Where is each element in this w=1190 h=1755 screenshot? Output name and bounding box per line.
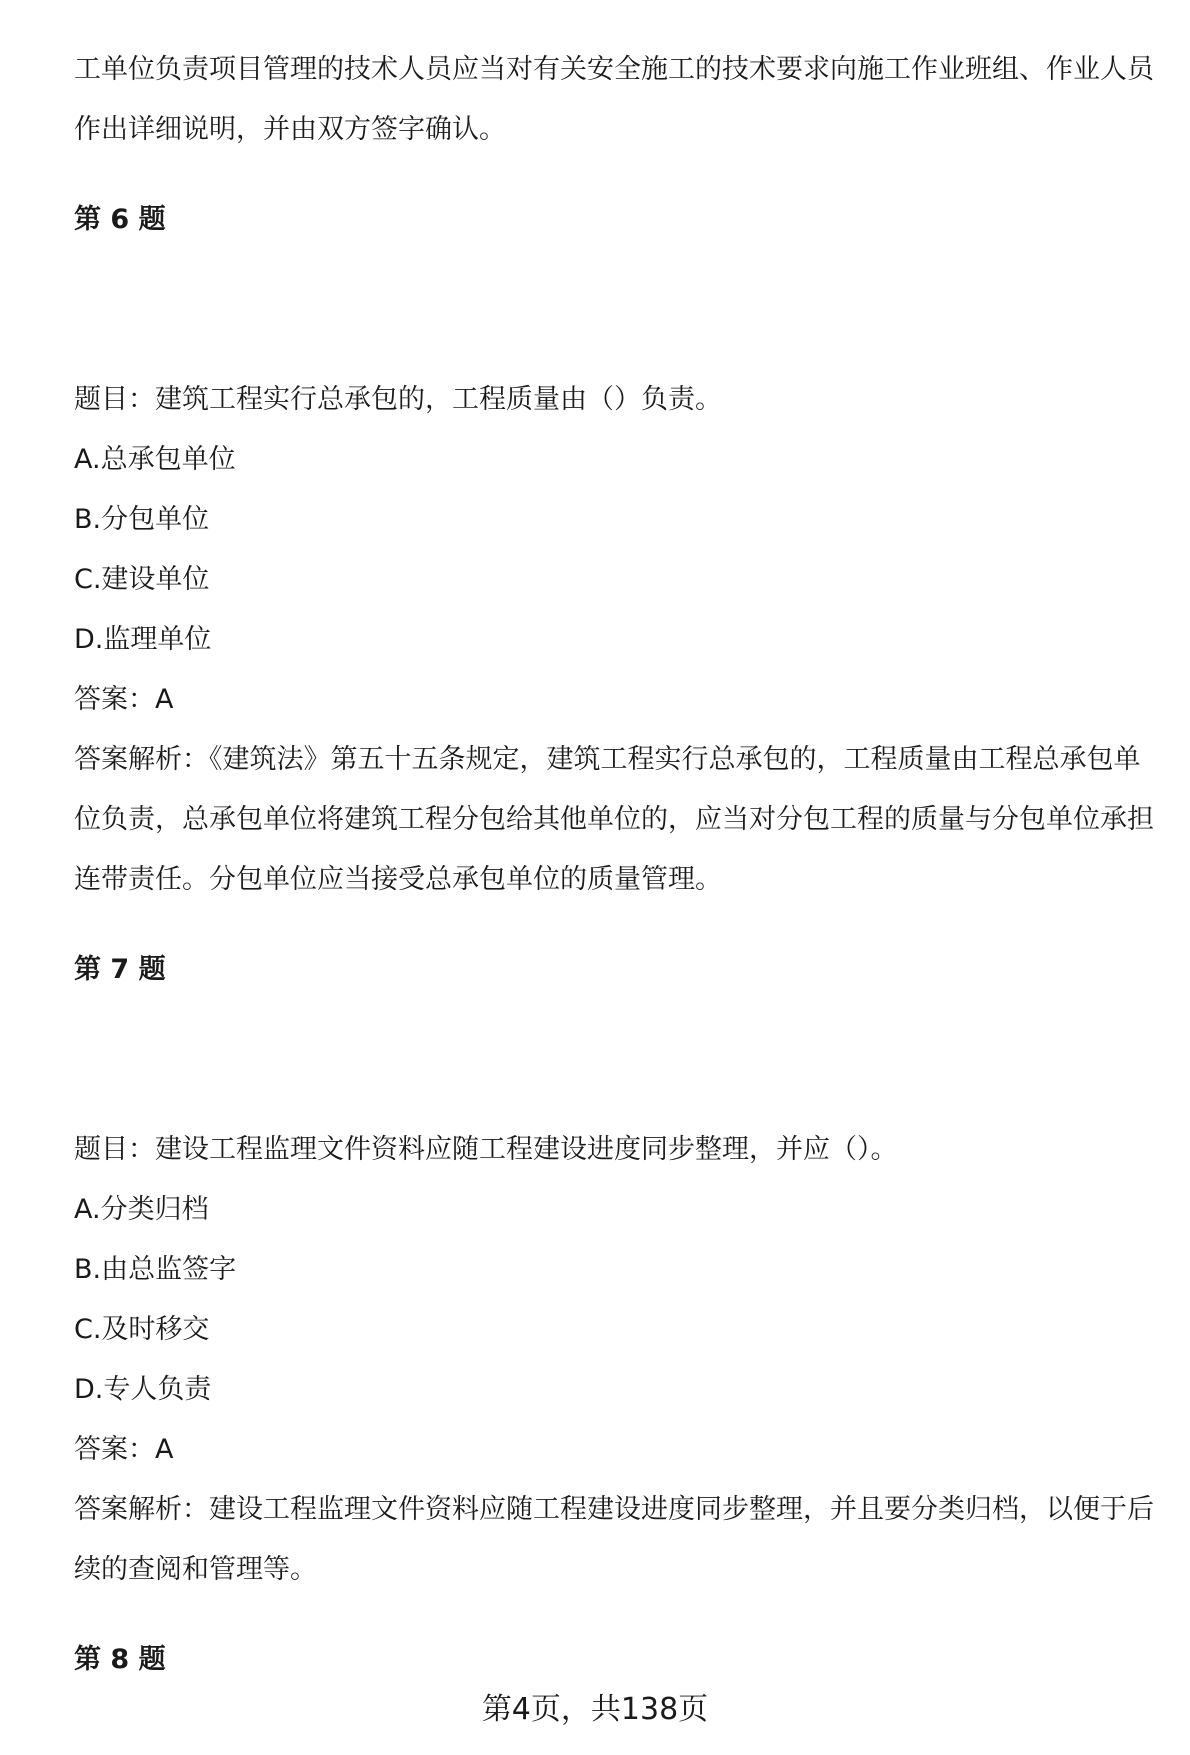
question-heading: 第 7 题 (74, 954, 166, 985)
option-b: B.由总监签字 (74, 1254, 237, 1285)
question-7 (74, 940, 1164, 1600)
option-d: D.专人负责 (74, 1374, 212, 1405)
option-c: C.及时移交 (74, 1314, 210, 1345)
question-heading: 第 6 题 (74, 204, 166, 235)
option-b: B.分包单位 (74, 504, 210, 535)
answer: 答案：A (74, 684, 174, 715)
page-number: 第4页，共138页 (481, 1692, 709, 1727)
answer-explanation: 答案解析：建设工程监理文件资料应随工程建设进度同步整理，并且要分类归档，以便于后续的查阅和管理等。 (74, 1494, 1154, 1585)
answer: 答案：A (74, 1434, 174, 1465)
question-heading: 第 8 题 (74, 1644, 166, 1675)
option-a: A.分类归档 (74, 1194, 209, 1225)
option-c: C.建设单位 (74, 564, 210, 595)
question-6 (74, 190, 1164, 910)
intro-paragraph: 工单位负责项目管理的技术人员应当对有关安全施工的技术要求向施工作业班组、作业人员作出详细说明，并由双方签字确认。 (74, 54, 1154, 145)
question-8 (74, 1630, 1164, 1690)
question-prompt: 题目：建筑工程实行总承包的，工程质量由（）负责。 (74, 384, 722, 415)
document-page (74, 40, 1164, 1690)
option-a: A.总承包单位 (74, 444, 236, 475)
option-d: D.监理单位 (74, 624, 212, 655)
answer-explanation: 答案解析：《建筑法》第五十五条规定，建筑工程实行总承包的，工程质量由工程总承包单位负责，总承包单位将建筑工程分包给其他单位的，应当对分包工程的质量与分包单位承担连带责任。分包单位应当接受总承包单位的质量管理。 (74, 744, 1154, 895)
question-prompt: 题目：建设工程监理文件资料应随工程建设进度同步整理，并应（）。 (74, 1134, 898, 1165)
